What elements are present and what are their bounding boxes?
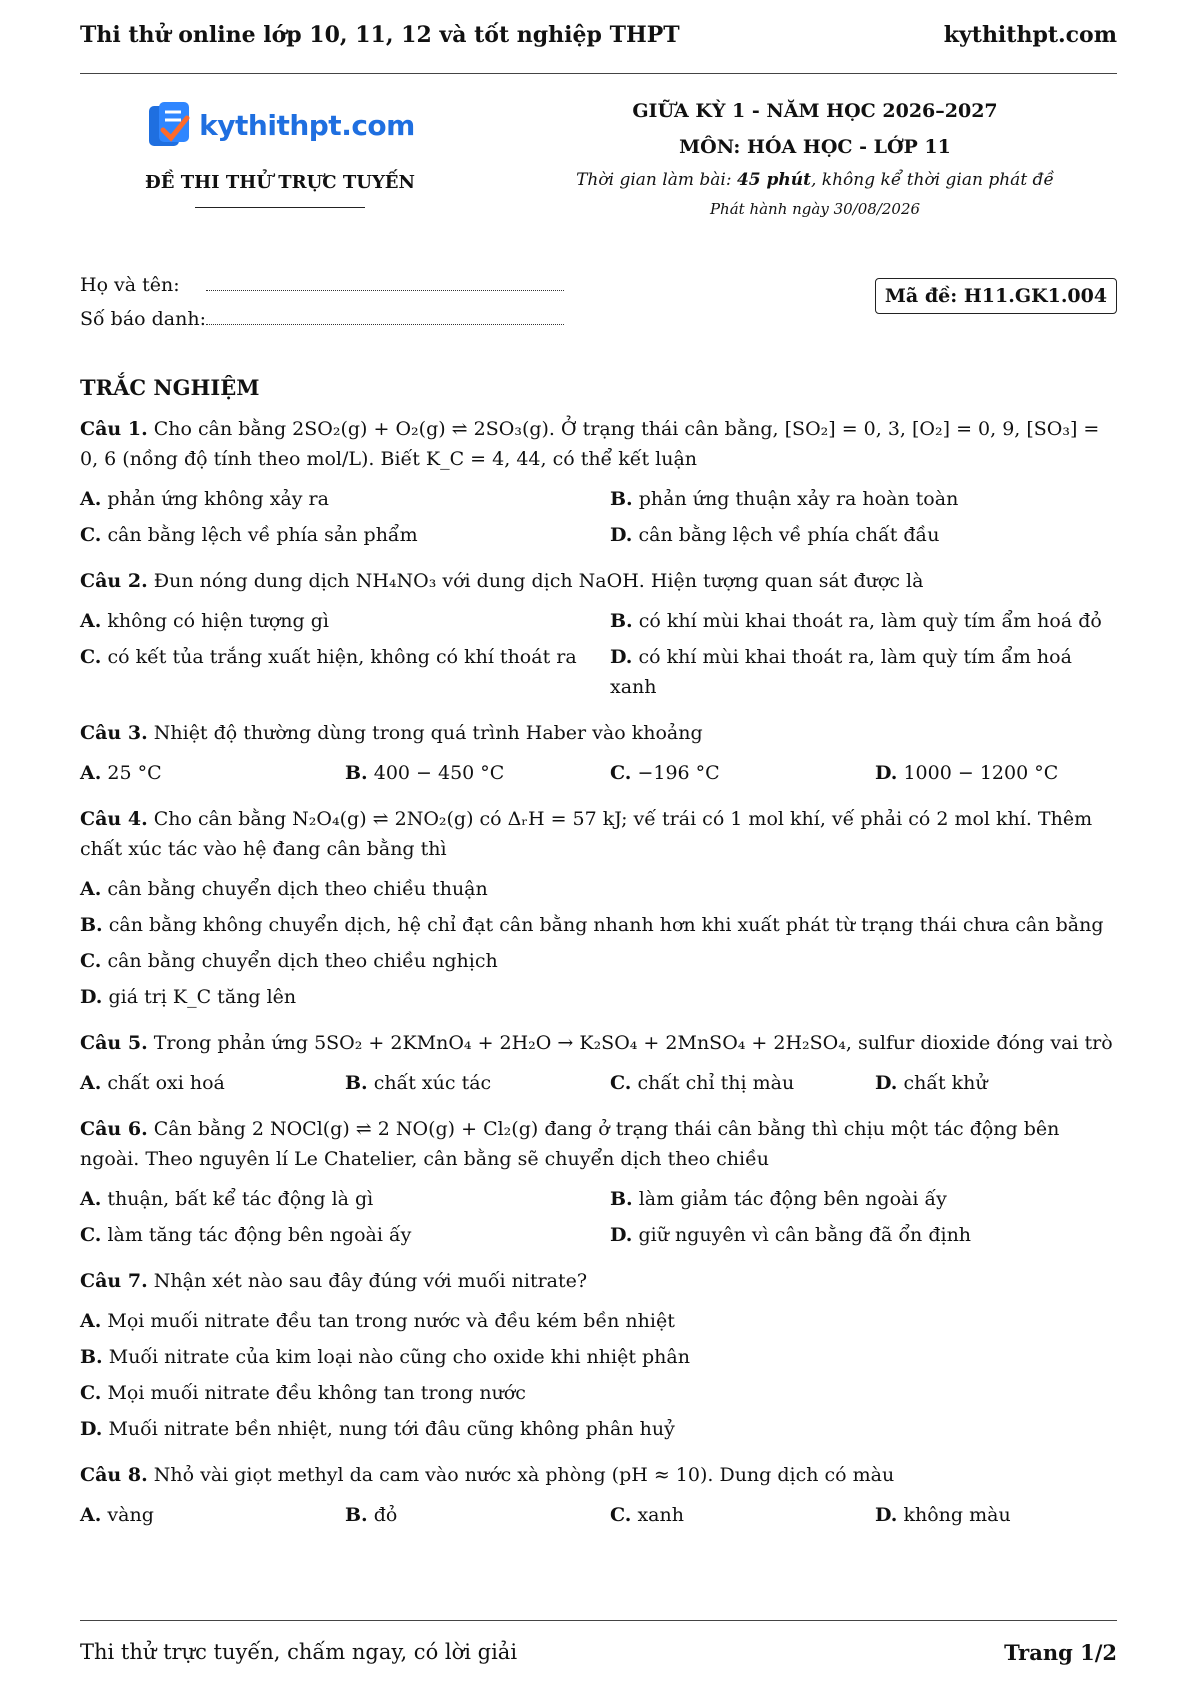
option-d[interactable]: D. chất khử — [875, 1072, 988, 1094]
question-text: Câu 8. Nhỏ vài giọt methyl da cam vào nước xà phòng (pH ≈ 10). Dung dịch có màu — [80, 1464, 895, 1486]
option-b[interactable]: B. 400 − 450 °C — [345, 762, 505, 784]
option-c[interactable]: C. −196 °C — [610, 762, 720, 784]
question-7 — [80, 1266, 1118, 1444]
question-4 — [80, 804, 1118, 1012]
name-field — [80, 268, 564, 302]
exam-subject: MÔN: HÓA HỌC - LỚP 11 — [679, 136, 951, 158]
brand-subtitle: ĐỀ THI THỬ TRỰC TUYẾN — [145, 172, 415, 193]
option-a[interactable]: A. chất oxi hoá — [80, 1072, 225, 1094]
option-c[interactable]: C. cân bằng chuyển dịch theo chiều nghịch — [80, 950, 498, 972]
brand-block — [140, 100, 420, 208]
question-text: Câu 6. Cân bằng 2 NOCl(g) ⇌ 2 NO(g) + Cl₂(g) đang ở trạng thái cân bằng thì chịu một tác động bên ngoài. Theo nguyên lí Le Chatelier, cân bằng sẽ chuyển dịch theo chiều — [80, 1118, 1060, 1170]
exam-info — [565, 98, 1065, 218]
candidate-fields — [80, 268, 564, 336]
brand-logo-text: kythithpt.com — [199, 108, 415, 142]
exam-title: GIỮA KỲ 1 - NĂM HỌC 2026–2027 — [632, 100, 998, 122]
question-3 — [80, 718, 1118, 788]
option-a[interactable]: A. không có hiện tượng gì — [80, 610, 329, 632]
questions-area — [80, 414, 1118, 1546]
option-d[interactable]: D. giữ nguyên vì cân bằng đã ổn định — [610, 1224, 972, 1246]
question-text: Câu 7. Nhận xét nào sau đây đúng với muối nitrate? — [80, 1270, 588, 1292]
header-left-text: Thi thử online lớp 10, 11, 12 và tốt nghiệp THPT — [80, 22, 680, 48]
exam-duration — [565, 170, 1065, 190]
section-title: TRẮC NGHIỆM — [80, 375, 260, 400]
options — [80, 1306, 1118, 1444]
header-site-link[interactable]: kythithpt.com — [943, 22, 1117, 48]
option-b[interactable]: B. cân bằng không chuyển dịch, hệ chỉ đạt cân bằng nhanh hơn khi xuất phát từ trạng thái chưa cân bằng — [80, 914, 1104, 936]
options — [80, 606, 1118, 702]
id-blank[interactable] — [206, 308, 564, 325]
page-footer — [80, 1640, 1117, 1665]
question-6 — [80, 1114, 1118, 1250]
option-d[interactable]: D. Muối nitrate bền nhiệt, nung tới đâu cũng không phân huỷ — [80, 1418, 675, 1440]
brand-logo — [140, 100, 420, 150]
options — [80, 758, 1118, 788]
question-5 — [80, 1028, 1118, 1098]
option-a[interactable]: A. phản ứng không xảy ra — [80, 488, 329, 510]
option-c[interactable]: C. xanh — [610, 1504, 684, 1526]
option-c[interactable]: C. có kết tủa trắng xuất hiện, không có khí thoát ra — [80, 646, 577, 668]
option-d[interactable]: D. không màu — [875, 1504, 1011, 1526]
exam-code-box: Mã đề: H11.GK1.004 — [875, 278, 1117, 314]
duration-prefix: Thời gian làm bài: — [576, 170, 737, 190]
duration-suffix: , không kể thời gian phát đề — [811, 170, 1054, 190]
footer-divider — [80, 1620, 1117, 1621]
page-number: Trang 1/2 — [1004, 1640, 1117, 1665]
option-c[interactable]: C. cân bằng lệch về phía sản phẩm — [80, 524, 418, 546]
option-b[interactable]: B. chất xúc tác — [345, 1072, 492, 1094]
option-b[interactable]: B. làm giảm tác động bên ngoài ấy — [610, 1188, 947, 1210]
question-text: Câu 1. Cho cân bằng 2SO₂(g) + O₂(g) ⇌ 2SO₃(g). Ở trạng thái cân bằng, [SO₂] = 0, 3, [O₂] = 0, 9, [SO₃] = 0, 6 (nồng độ tính theo mol/L). Biết K_C = 4, 44, có thể kết luận — [80, 418, 1100, 470]
subtitle-underline — [195, 207, 365, 208]
options — [80, 1068, 1118, 1098]
brand-logo-icon — [145, 100, 193, 150]
option-b[interactable]: B. Muối nitrate của kim loại nào cũng cho oxide khi nhiệt phân — [80, 1346, 690, 1368]
option-a[interactable]: A. Mọi muối nitrate đều tan trong nước và đều kém bền nhiệt — [80, 1310, 675, 1332]
question-text: Câu 3. Nhiệt độ thường dùng trong quá trình Haber vào khoảng — [80, 722, 703, 744]
header-divider — [80, 73, 1117, 74]
question-1 — [80, 414, 1118, 550]
name-label: Họ và tên: — [80, 274, 180, 296]
option-b[interactable]: B. phản ứng thuận xảy ra hoàn toàn — [610, 488, 959, 510]
option-a[interactable]: A. vàng — [80, 1504, 154, 1526]
footer-tagline: Thi thử trực tuyến, chấm ngay, có lời giải — [80, 1640, 518, 1664]
option-d[interactable]: D. cân bằng lệch về phía chất đầu — [610, 524, 940, 546]
id-field — [80, 302, 564, 336]
options — [80, 484, 1118, 550]
option-a[interactable]: A. thuận, bất kể tác động là gì — [80, 1188, 374, 1210]
option-c[interactable]: C. Mọi muối nitrate đều không tan trong nước — [80, 1382, 526, 1404]
option-c[interactable]: C. làm tăng tác động bên ngoài ấy — [80, 1224, 412, 1246]
question-2 — [80, 566, 1118, 702]
id-label: Số báo danh: — [80, 308, 207, 330]
exam-release-date: Phát hành ngày 30/08/2026 — [709, 200, 921, 218]
option-d[interactable]: D. 1000 − 1200 °C — [875, 762, 1059, 784]
question-8 — [80, 1460, 1118, 1530]
option-a[interactable]: A. cân bằng chuyển dịch theo chiều thuận — [80, 878, 488, 900]
option-a[interactable]: A. 25 °C — [80, 762, 162, 784]
options — [80, 874, 1118, 1012]
option-b[interactable]: B. đỏ — [345, 1504, 398, 1526]
options — [80, 1184, 1118, 1250]
option-c[interactable]: C. chất chỉ thị màu — [610, 1072, 795, 1094]
question-text: Câu 4. Cho cân bằng N₂O₄(g) ⇌ 2NO₂(g) có ΔᵣH = 57 kJ; vế trái có 1 mol khí, vế phải có 2 mol khí. Thêm chất xúc tác vào hệ đang cân bằng thì — [80, 808, 1093, 860]
option-b[interactable]: B. có khí mùi khai thoát ra, làm quỳ tím ẩm hoá đỏ — [610, 610, 1102, 632]
question-text: Câu 2. Đun nóng dung dịch NH₄NO₃ với dung dịch NaOH. Hiện tượng quan sát được là — [80, 570, 924, 592]
page-header — [80, 22, 1117, 48]
option-d[interactable]: D. có khí mùi khai thoát ra, làm quỳ tím ẩm hoá xanh — [610, 646, 1072, 698]
options — [80, 1500, 1118, 1530]
name-blank[interactable] — [206, 274, 564, 291]
question-text: Câu 5. Trong phản ứng 5SO₂ + 2KMnO₄ + 2H₂O → K₂SO₄ + 2MnSO₄ + 2H₂SO₄, sulfur dioxide đóng vai trò — [80, 1032, 1113, 1054]
option-d[interactable]: D. giá trị K_C tăng lên — [80, 986, 297, 1008]
duration-value: 45 phút — [736, 170, 811, 190]
